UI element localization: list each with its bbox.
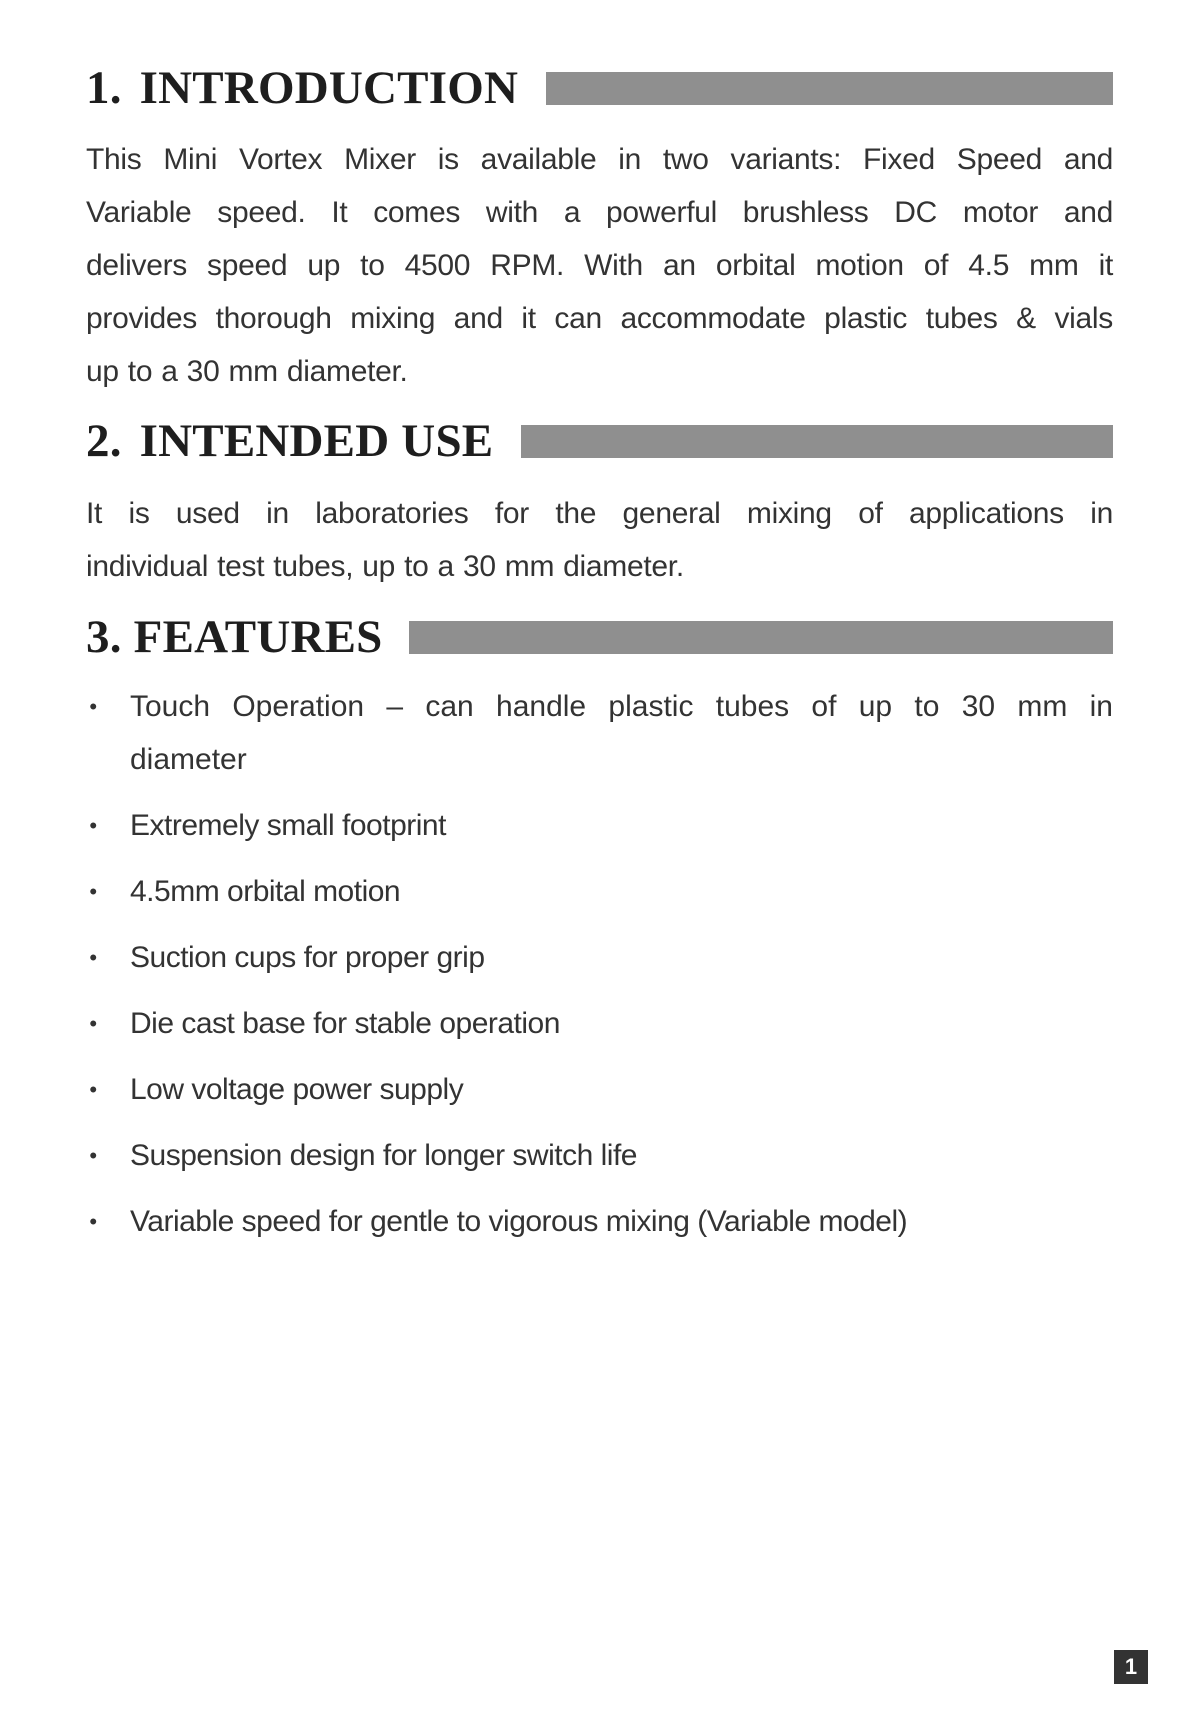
feature-text: Suction cups for proper grip bbox=[130, 941, 485, 974]
section-title-text: INTRODUCTION bbox=[139, 62, 519, 114]
section-heading-features bbox=[86, 611, 1113, 663]
paragraph-line: Variable speed. It comes with a powerful brushless DC motor and bbox=[86, 196, 1113, 229]
bullet-icon: • bbox=[89, 1077, 97, 1102]
feature-item bbox=[86, 997, 1113, 1050]
section-heading-intended-use bbox=[86, 415, 1113, 467]
feature-text: Touch Operation – can handle plastic tubes of up to 30 mm in diameter bbox=[130, 690, 1113, 776]
paragraph-line: It is used in laboratories for the general mixing of applications in bbox=[86, 497, 1113, 530]
section-number: 3. bbox=[86, 611, 122, 663]
intended-use-paragraph bbox=[86, 487, 1113, 593]
section-title bbox=[86, 611, 383, 663]
feature-text: 4.5mm orbital motion bbox=[130, 875, 401, 908]
bullet-icon: • bbox=[89, 1209, 97, 1234]
heading-divider-bar bbox=[409, 621, 1114, 654]
section-title-text: FEATURES bbox=[133, 611, 383, 663]
feature-text: Low voltage power supply bbox=[130, 1073, 464, 1106]
feature-text: Variable speed for gentle to vigorous mixing (Variable model) bbox=[130, 1205, 908, 1238]
section-title bbox=[86, 62, 519, 114]
page-number-badge: 1 bbox=[1114, 1650, 1148, 1684]
feature-item bbox=[86, 1129, 1113, 1182]
paragraph-line: provides thorough mixing and it can accommodate plastic tubes & vials bbox=[86, 302, 1113, 335]
section-number: 1. bbox=[86, 62, 122, 114]
feature-item bbox=[86, 1063, 1113, 1116]
bullet-icon: • bbox=[89, 1011, 97, 1036]
feature-item bbox=[86, 865, 1113, 918]
heading-divider-bar bbox=[546, 72, 1113, 105]
features-list bbox=[86, 680, 1113, 1261]
paragraph-line: This Mini Vortex Mixer is available in two variants: Fixed Speed and bbox=[86, 143, 1113, 176]
bullet-icon: • bbox=[89, 694, 97, 719]
feature-item bbox=[86, 680, 1113, 786]
feature-item bbox=[86, 799, 1113, 852]
paragraph-line: individual test tubes, up to a 30 mm diameter. bbox=[86, 550, 684, 583]
bullet-icon: • bbox=[89, 879, 97, 904]
introduction-paragraph bbox=[86, 133, 1113, 398]
bullet-icon: • bbox=[89, 813, 97, 838]
feature-item bbox=[86, 931, 1113, 984]
feature-text: Die cast base for stable operation bbox=[130, 1007, 560, 1040]
paragraph-line: delivers speed up to 4500 RPM. With an orbital motion of 4.5 mm it bbox=[86, 249, 1113, 282]
feature-text: Extremely small footprint bbox=[130, 809, 446, 842]
paragraph-line: up to a 30 mm diameter. bbox=[86, 355, 408, 388]
section-heading-introduction bbox=[86, 62, 1113, 114]
bullet-icon: • bbox=[89, 945, 97, 970]
section-title-text: INTENDED USE bbox=[139, 415, 494, 467]
feature-text: Suspension design for longer switch life bbox=[130, 1139, 637, 1172]
bullet-icon: • bbox=[89, 1143, 97, 1168]
heading-divider-bar bbox=[521, 425, 1113, 458]
section-title bbox=[86, 415, 494, 467]
feature-item bbox=[86, 1195, 1113, 1248]
section-number: 2. bbox=[86, 415, 122, 467]
